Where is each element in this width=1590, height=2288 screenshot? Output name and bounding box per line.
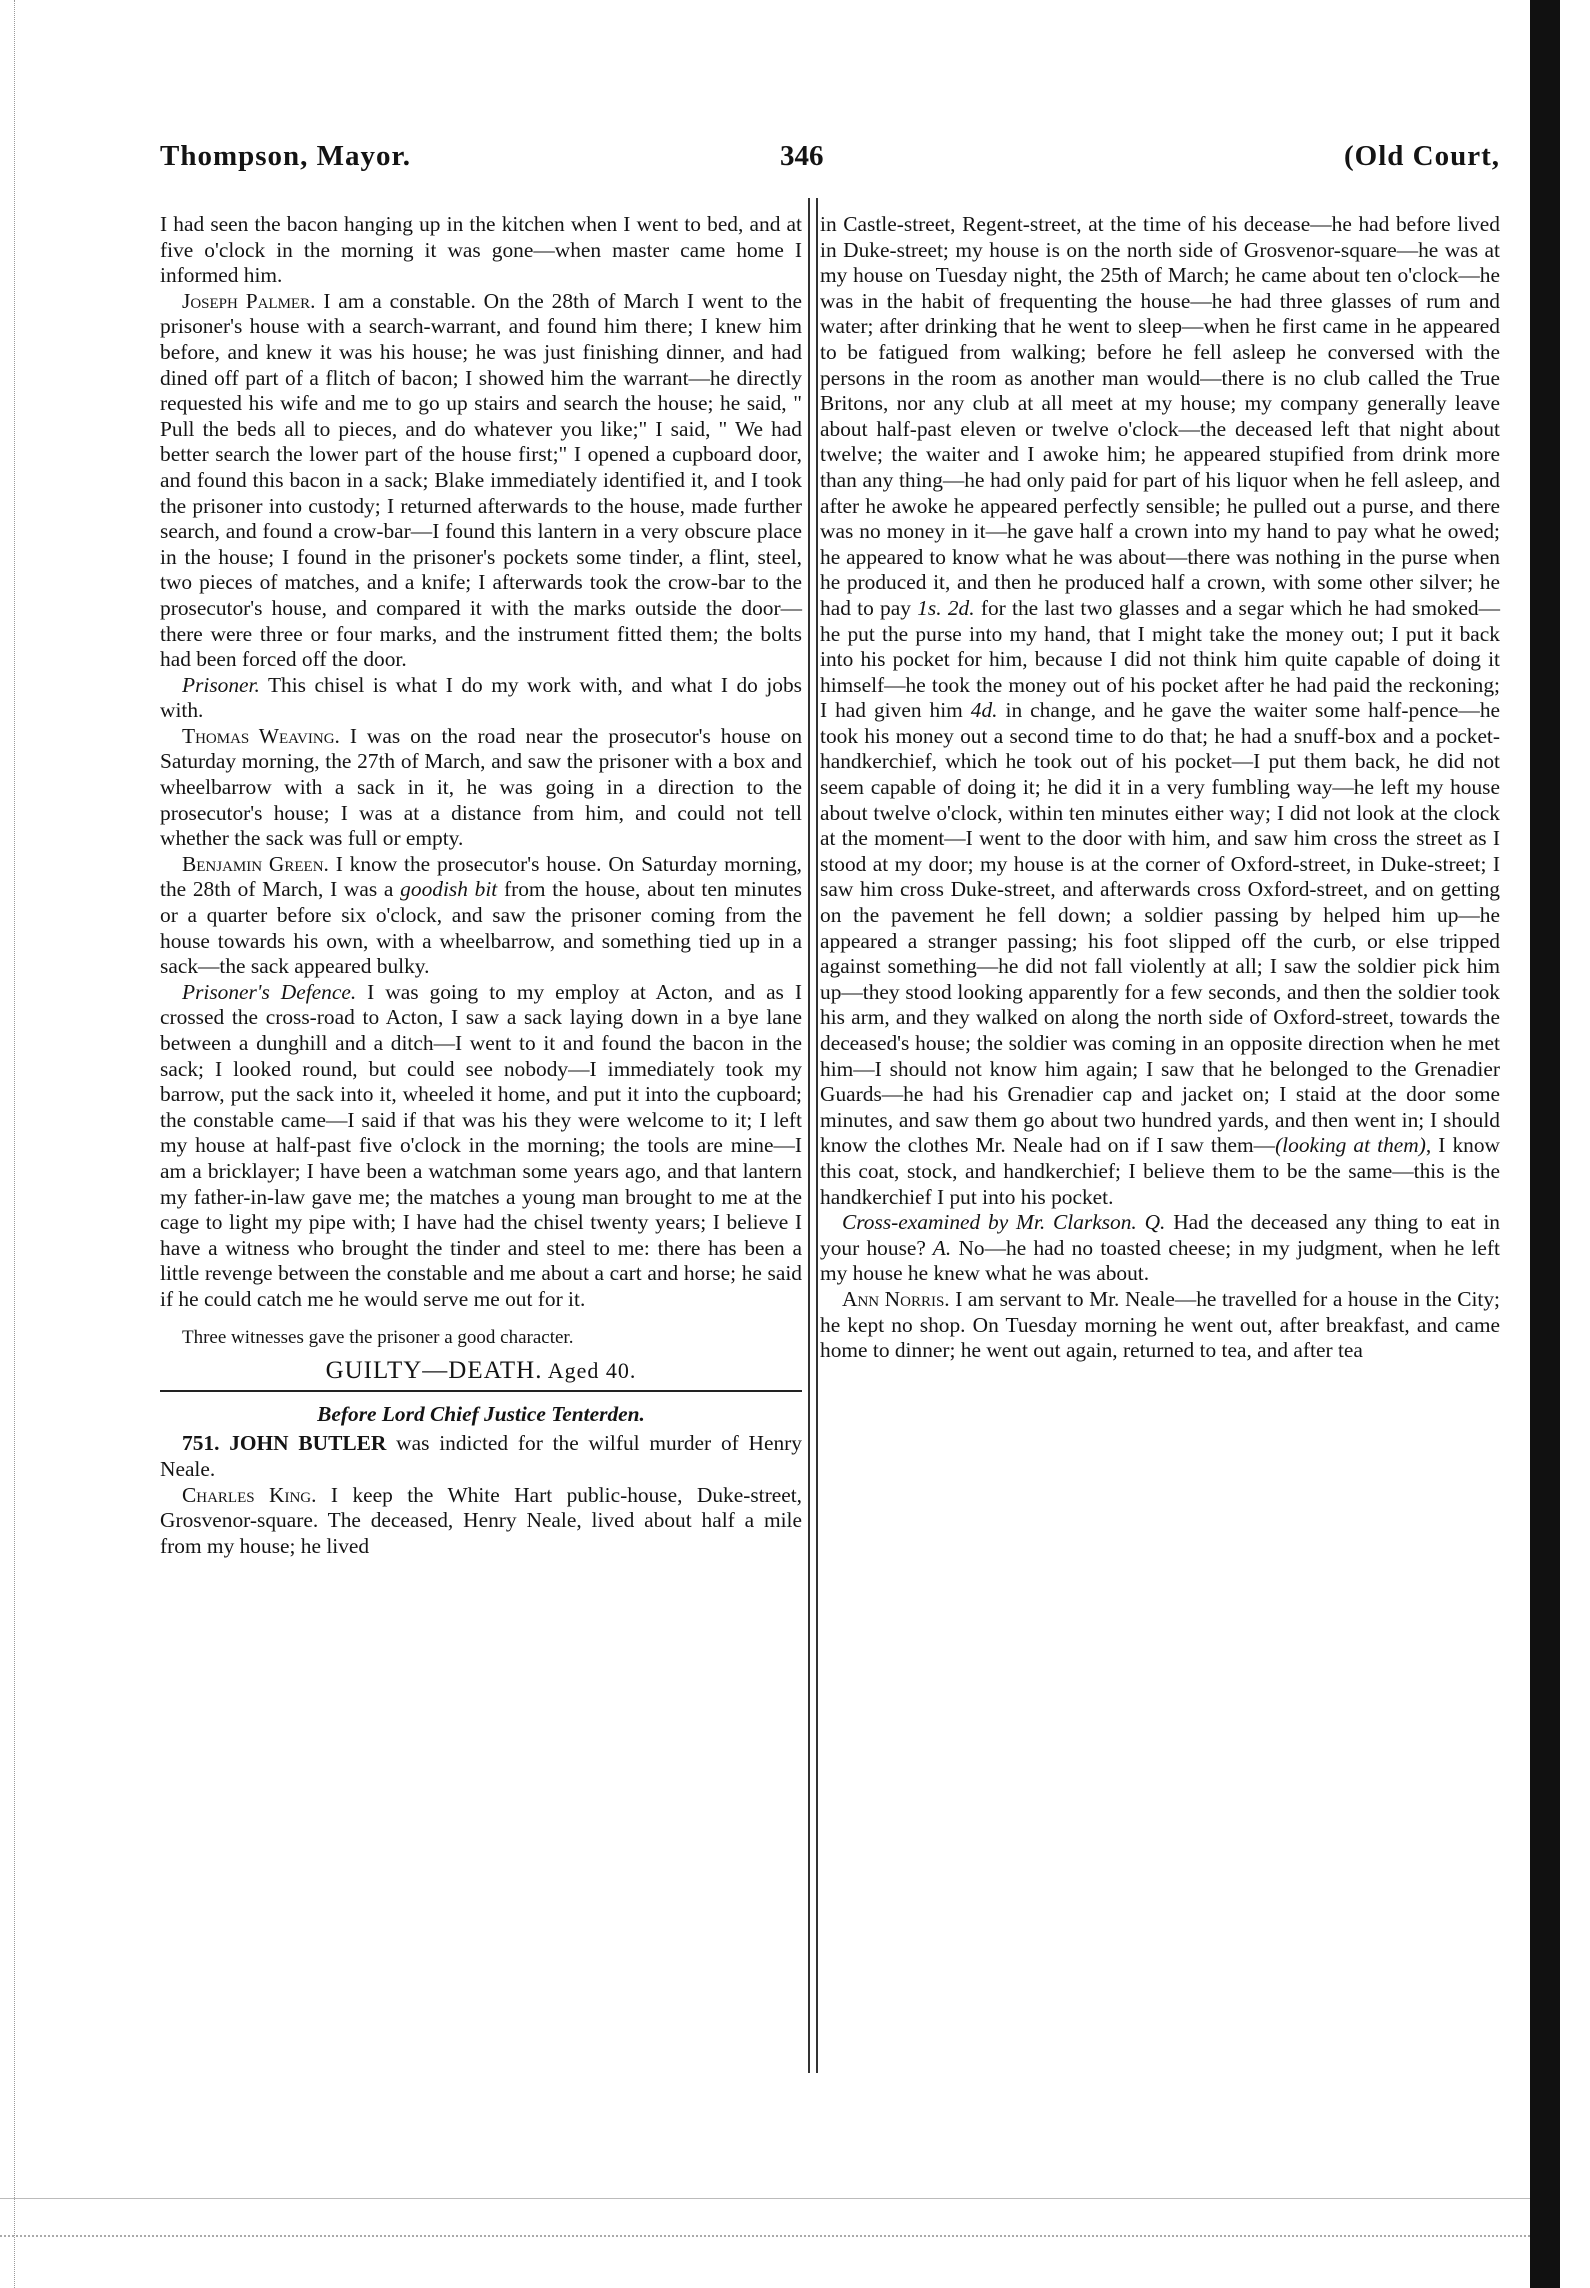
money-amount: 1s. 2d. bbox=[917, 595, 975, 620]
cross-examination-label: Cross-examined by Mr. Clarkson. bbox=[842, 1210, 1137, 1235]
money-amount: 4d. bbox=[970, 698, 998, 723]
speaker-name: Joseph Palmer. bbox=[182, 288, 316, 313]
italic-text: (looking at them) bbox=[1275, 1133, 1426, 1158]
paragraph-text: for the last two glasses and a segar which he had smoked—he put the purse into my hand, that I might take the money out; I put it back into his pocket for him, because I did not think him quite capable of doing it himself—he took the money out of his pocket after he had paid the reckoning; I had given him bbox=[820, 595, 1500, 723]
paragraph-text: I know the prosecutor's house. On Saturday morning, the 28th of March, I was a bbox=[160, 851, 802, 902]
speaker-name: Benjamin Green. bbox=[182, 851, 329, 876]
verdict-text: GUILTY—DEATH. bbox=[325, 1357, 543, 1385]
paragraph-text: , I know this coat, stock, and handkerchief; I believe them to be the same—this is the handkerchief I put into his pocket. bbox=[820, 1133, 1500, 1209]
speaker-name: Thomas Weaving. bbox=[182, 723, 340, 748]
case-number: 751. bbox=[182, 1431, 220, 1456]
question-text: Had the deceased any thing to eat in your house? bbox=[820, 1210, 1500, 1260]
paragraph-text: I was on the road near the prosecutor's house on Saturday morning, the 27th of March, and saw the prisoner with a box and wheelbarrow with a sack in it, he was going in a direction to the prosecutor's house; I was at a distance from him, and could not tell whether the sack was full or empty. bbox=[160, 723, 803, 851]
header-right: (Old Court, bbox=[1344, 140, 1500, 172]
speaker-name: Prisoner. bbox=[182, 672, 260, 697]
answer-marker: A. bbox=[925, 1235, 952, 1260]
answer-text: No—he had no toasted cheese; in my judgment, when he left my house he knew what he was about. bbox=[820, 1235, 1500, 1286]
paragraph bbox=[160, 980, 802, 1313]
paragraph-text: I am a constable. On the 28th of March I went to the prisoner's house with a search-warrant, and found him there; I knew him before, and knew it was his house; he was just finishing dinner, and had dined off part of a flitch of bacon; I showed him the warrant—he directly requested his wife and me to go up stairs and search the house; he said, " Pull the beds all to pieces, and do whatever you like;" I said, " We had better search the lower part of the house first;" I opened a cupboard door, and found this bacon in a sack; Blake immediately identified it, and I took the prisoner into custody; I returned afterwards to the house, made further search, and found a crow-bar—I found this lantern in a very obscure place in the house; I found in the prisoner's pockets some tinder, a flint, steel, two pieces of matches, and a knife; I afterwards took the crow-bar to the prosecutor's house, and compared it with the marks outside the door—there were three or four marks, and the instrument fitted them; the bolts had been forced off the door. bbox=[160, 288, 802, 672]
paragraph-text: I keep the White Hart public-house, Duke-street, Grosvenor-square. The deceased, Henry Neale, lived about half a mile from my house; he lived bbox=[160, 1482, 802, 1558]
left-column bbox=[160, 212, 802, 1559]
paragraph bbox=[160, 1483, 802, 1560]
paragraph-text: This chisel is what I do my work with, and what I do jobs with. bbox=[160, 672, 802, 723]
column-separator bbox=[808, 198, 818, 2073]
speaker-name: Ann Norris. bbox=[842, 1286, 950, 1311]
paragraph bbox=[160, 289, 802, 673]
paragraph-text: I was going to my employ at Acton, and as I crossed the cross-road to Acton, I saw a sack laying down in a bye lane between a dunghill and a ditch—I went to it and found the bacon in the sack; I looked round, but could see nobody—I immediately took my barrow, put the sack into it, wheeled it home, and put it into the cupboard; the constable came—I said if that was his they were welcome to it; I left my house at half-past five o'clock in the morning; the tools are mine—I am a bricklayer; I have been a watchman some years ago, and that lantern my father-in-law gave me; the matches a young man brought to me at the cage to light my pipe with; I have had the chisel twenty years; I believe I have a witness who brought the tinder and steel to me: there has been a little revenge between the constable and me about a cart and horse; he said if he could catch me he would serve me out for it. bbox=[160, 979, 802, 1311]
paragraph-text: I had seen the bacon hanging up in the kitchen when I went to bed, and at five o'clock in the morning it was gone—when master came home I informed him. bbox=[160, 212, 802, 288]
paragraph bbox=[820, 1287, 1500, 1364]
speaker-name: Prisoner's Defence. bbox=[182, 979, 357, 1004]
paragraph bbox=[160, 212, 802, 289]
paragraph bbox=[820, 212, 1500, 1210]
case-heading bbox=[160, 1431, 802, 1482]
italic-text: goodish bit bbox=[400, 877, 498, 902]
running-header bbox=[160, 140, 1500, 180]
case-name: JOHN BUTLER bbox=[219, 1431, 387, 1456]
paragraph-text: from the house, about ten minutes or a quarter before six o'clock, and saw the prisoner coming from the house towards his own, with a wheelbarrow, and something tied up in a sack—the sack appeared bulky. bbox=[160, 877, 802, 979]
paragraph-text: in change, and he gave the waiter some half-pence—he took his money out a second time to do that; he had a snuff-box and a pocket-handkerchief, which he took out of his pocket—I put them back, he did not seem capable of doing it; he did it in a very fumbling way—he left my house about twelve o'clock, within ten minutes either way; I did not look at the clock at the moment—I went to the door with him, and saw him cross the street as I stood at my door; my house is at the corner of Oxford-street, in Duke-street; I saw him cross Duke-street, and afterwards cross Oxford-street, and on getting on the pavement he fell down; a soldier passing by helped him up—he appeared a stranger passing; his foot slipped off the curb, or else tripped against something—he did not fall violently at all; I saw the soldier pick him up—they stood looking apparently for a few seconds, and then the soldier took his arm, and they walked on along the north side of Oxford-street, towards the deceased's house; the soldier was coming in an opposite direction when he met him—I should not know him again; I saw that he belonged to the Grenadier Guards—he had his Grenadier cap and jacket on; I staid at the door some minutes, and saw them go about two hundred yards, and then went in; I should know the clothes Mr. Neale had on if I saw them— bbox=[820, 698, 1501, 1158]
header-left: Thompson, Mayor. bbox=[160, 140, 412, 172]
verdict-age: Aged 40. bbox=[542, 1358, 637, 1384]
paragraph bbox=[160, 673, 802, 724]
bottom-scan-line bbox=[0, 2198, 1530, 2199]
case-text: was indicted for the wilful murder of Henry Neale. bbox=[160, 1431, 802, 1481]
bottom-scan-noise bbox=[0, 2235, 1530, 2241]
court-heading: Before Lord Chief Justice Tenterden. bbox=[317, 1401, 645, 1426]
paragraph bbox=[820, 1210, 1500, 1287]
character-witness-note: Three witnesses gave the prisoner a good character. bbox=[182, 1326, 574, 1348]
page-number: 346 bbox=[780, 140, 824, 172]
section-rule bbox=[160, 1390, 802, 1392]
paragraph bbox=[160, 852, 802, 980]
paragraph-text: I am servant to Mr. Neale—he travelled for a house in the City; he kept no shop. On Tuesday morning he went out, after breakfast, and came home to dinner; he went out again, returned to tea, and after tea bbox=[820, 1286, 1501, 1363]
verdict bbox=[160, 1358, 802, 1384]
paragraph bbox=[160, 724, 802, 852]
speaker-name: Charles King. bbox=[182, 1482, 317, 1507]
right-column bbox=[820, 212, 1500, 1364]
paragraph-text: in Castle-street, Regent-street, at the time of his decease—he had before lived in Duke-street; my house is on the north side of Grosvenor-square—he was at my house on Tuesday night, the 25th of March; he came about ten o'clock—he was in the habit of frequenting the house—he had three glasses of rum and water; after drinking that he went to sleep—when he first came in he appeared to be fatigued from walking; before he fell asleep he conversed with the persons in the room as another man would—there is no club called the True Britons, nor any club at all meet at my house; my company generally leave about half-past eleven or twelve o'clock—the deceased left that night about twelve; the waiter and I awoke him; he appeared stupified from drink more than any thing—he had only paid for part of his liquor when he fell asleep, and after he awoke he appeared perfectly sensible; he pulled out a purse, and there was no money in it—he gave half a crown into my hand to pay what he owed; he appeared to know what he was about—there was nothing in the purse when he produced it, and then he produced half a crown, with some other silver; he had to pay bbox=[820, 212, 1500, 620]
page-margin-mark bbox=[14, 0, 19, 2288]
question-marker: Q. bbox=[1136, 1210, 1166, 1235]
binding-edge bbox=[1530, 0, 1560, 2288]
